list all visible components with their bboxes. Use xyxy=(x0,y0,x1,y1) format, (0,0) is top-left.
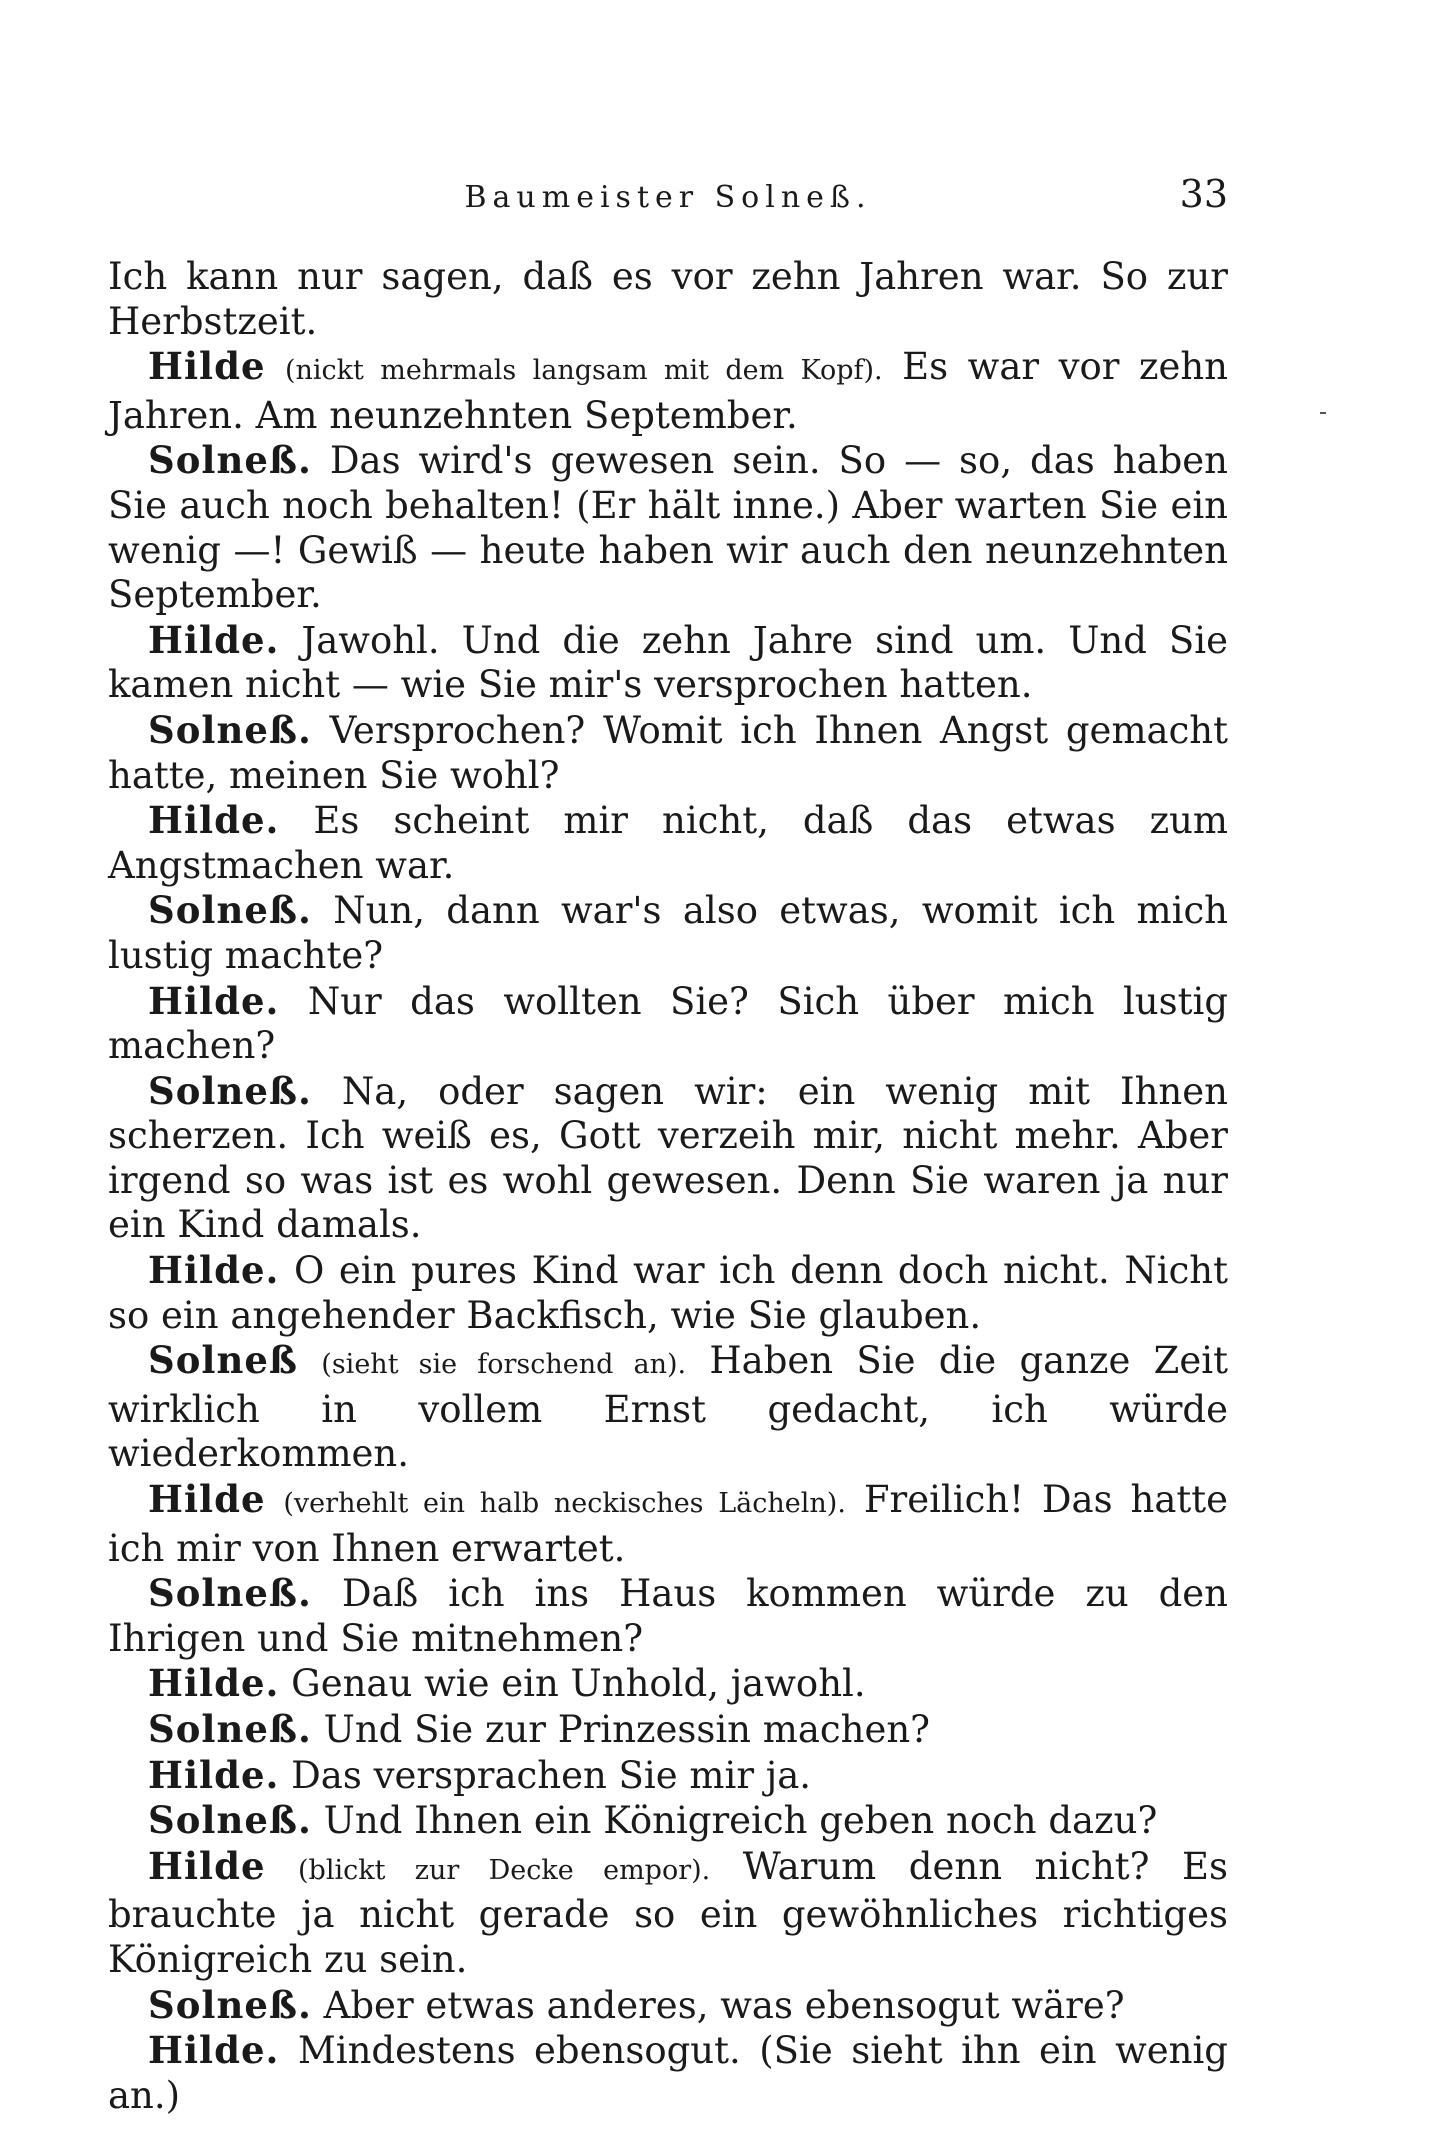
paragraph xyxy=(108,618,1228,708)
speaker-name: Hilde xyxy=(148,1477,266,1522)
dialogue-text: Daß ich ins Haus kommen würde zu den Ihrigen und Sie mitnehmen? xyxy=(108,1572,1229,1660)
dialogue-text: Haben Sie die ganze Zeit wirklich in vollem Ernst gedacht, ich würde wiederkommen. xyxy=(108,1339,1228,1476)
page-number: 33 xyxy=(1179,172,1228,216)
page-header xyxy=(108,172,1228,232)
dialogue-text: Mindestens ebensogut. (Sie sieht ihn ein wenig an.) xyxy=(108,2029,1228,2117)
dialogue-text: Es war vor zehn Jahren. Am neunzehnten September. xyxy=(108,345,1228,437)
paragraph xyxy=(108,1338,1228,1477)
paragraph xyxy=(108,1983,1228,2029)
dialogue-text: Das wird's gewesen sein. So — so, das haben Sie auch noch behalten! (Er hält inne.) Aber warten Sie ein wenig —! Gewiß — heute haben wir auch den neunzehnten September. xyxy=(108,439,1229,617)
paragraph xyxy=(108,1477,1228,1571)
dialogue-text: Aber etwas anderes, was ebensogut wäre? xyxy=(323,1983,1125,2027)
speaker-name: Solneß. xyxy=(148,1707,312,1751)
speaker-name: Solneß xyxy=(148,1338,299,1383)
speaker-name: Hilde. xyxy=(148,617,280,662)
stage-direction: (nickt mehrmals langsam mit dem Kopf). xyxy=(285,355,883,387)
dialogue-text: O ein pures Kind war ich denn doch nicht. Nicht so ein angehender Backfisch, wie Sie glauben. xyxy=(108,1249,1228,1337)
dialogue-text: Versprochen? Womit ich Ihnen Angst gemacht hatte, meinen Sie wohl? xyxy=(108,708,1229,797)
speaker-name: Hilde. xyxy=(148,1248,280,1293)
speaker-name: Hilde. xyxy=(148,798,280,843)
dialogue-text: Freilich! Das hatte ich mir von Ihnen erwartet. xyxy=(108,1478,1229,1570)
speaker-name: Hilde xyxy=(148,344,266,389)
dialogue-text: Jawohl. Und die zehn Jahre sind um. Und Sie kamen nicht — wie Sie mir's versprochen hatten. xyxy=(108,618,1228,707)
speaker-name: Solneß. xyxy=(148,1068,312,1113)
running-title: Baumeister Solneß. xyxy=(464,180,872,215)
paragraph xyxy=(108,708,1228,798)
paragraph xyxy=(108,1707,1228,1753)
paragraph xyxy=(108,979,1228,1069)
paragraph xyxy=(108,888,1228,978)
paragraph xyxy=(108,1753,1228,1799)
speaker-name: Solneß. xyxy=(148,707,312,752)
speaker-name: Hilde xyxy=(148,1843,266,1888)
paragraph xyxy=(108,1069,1228,1248)
speaker-name: Solneß. xyxy=(148,438,312,483)
stage-direction: (sieht sie forschend an). xyxy=(321,1349,687,1381)
dialogue-text: Ich kann nur sagen, daß es vor zehn Jahren war. So zur Herbstzeit. xyxy=(108,255,1228,343)
speaker-name: Hilde. xyxy=(148,1752,280,1797)
paragraph xyxy=(108,2028,1228,2118)
stage-direction: (blickt zur Decke empor). xyxy=(298,1854,711,1886)
speaker-name: Solneß. xyxy=(148,1571,312,1616)
paragraph xyxy=(108,1571,1228,1661)
dialogue-text: Und Sie zur Prinzessin machen? xyxy=(323,1708,931,1751)
paragraph xyxy=(108,1248,1228,1338)
paragraph xyxy=(108,255,1228,344)
paragraph xyxy=(108,798,1228,888)
dialogue-text: Nur das wollten Sie? Sich über mich lustig machen? xyxy=(108,979,1228,1068)
stage-direction: (verhehlt ein halb neckisches Lächeln). xyxy=(283,1488,846,1520)
speaker-name: Hilde. xyxy=(148,978,280,1023)
paragraph xyxy=(108,344,1228,438)
paragraph xyxy=(108,1661,1228,1707)
paragraph xyxy=(108,1844,1228,1983)
speaker-name: Hilde. xyxy=(148,2028,280,2073)
speaker-name: Solneß. xyxy=(148,1798,312,1843)
dialogue-text: Genau wie ein Unhold, jawohl. xyxy=(291,1662,866,1706)
dialogue-text: Das versprachen Sie mir ja. xyxy=(291,1753,812,1797)
dialogue-text: Warum denn nicht? Es brauchte ja nicht gerade so ein gewöhnliches richtiges Königreich zu sein. xyxy=(108,1844,1229,1981)
dialogue-text: Es scheint mir nicht, daß das etwas zum Angstmachen war. xyxy=(108,799,1228,887)
speaker-name: Solneß. xyxy=(148,888,312,933)
dialogue-text: Und Ihnen ein Königreich geben noch dazu? xyxy=(323,1799,1158,1843)
paragraph xyxy=(108,1798,1228,1844)
dialogue-text: Nun, dann war's also etwas, womit ich mich lustig machte? xyxy=(108,889,1228,977)
margin-mark xyxy=(1320,412,1326,414)
paragraph xyxy=(108,438,1228,617)
speaker-name: Hilde. xyxy=(148,1661,280,1706)
dialogue-text: Na, oder sagen wir: ein wenig mit Ihnen scherzen. Ich weiß es, Gott verzeih mir, nicht mehr. Aber irgend so was ist es wohl gewesen. Denn Sie waren ja nur ein Kind damals. xyxy=(108,1069,1228,1247)
play-text xyxy=(108,255,1228,2118)
speaker-name: Solneß. xyxy=(148,1982,312,2027)
